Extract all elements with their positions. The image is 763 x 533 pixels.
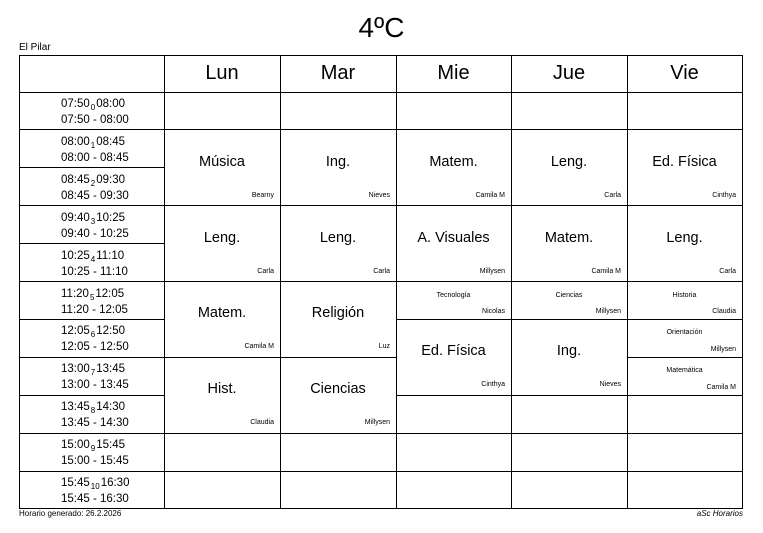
lesson-teacher: Bearny xyxy=(251,191,274,199)
period-range-label: 08:00 - 08:45 xyxy=(61,151,129,164)
period-start: 08:00 xyxy=(61,135,90,148)
cell-divider xyxy=(280,433,396,434)
cell-divider xyxy=(396,281,511,282)
period-range-label: 09:40 - 10:25 xyxy=(61,227,129,240)
cell-divider xyxy=(280,471,396,472)
cell-divider xyxy=(396,433,511,434)
period-range-label: 10:25 - 11:10 xyxy=(61,265,128,278)
period-end: 13:45 xyxy=(96,363,126,376)
cell-divider xyxy=(164,205,280,206)
cell-divider xyxy=(280,357,396,358)
time-row-divider xyxy=(19,395,164,396)
lesson-teacher: Claudia xyxy=(712,308,736,316)
day-header-jue: Jue xyxy=(552,62,586,84)
period-number: 10 xyxy=(90,482,100,491)
header-bottom-line xyxy=(19,92,742,93)
lesson-teacher: Nieves xyxy=(368,191,390,199)
cell-divider xyxy=(280,281,396,282)
grid-bottom-border xyxy=(19,508,742,509)
cell-divider xyxy=(627,319,742,320)
period-number: 8 xyxy=(90,406,96,416)
day-header-mie: Mie xyxy=(437,62,470,84)
period-end: 12:05 xyxy=(95,287,125,300)
lesson-teacher: Cinthya xyxy=(712,191,736,199)
cell-divider xyxy=(280,129,396,130)
period-number: 5 xyxy=(89,292,95,302)
period-range-label: 11:20 - 12:05 xyxy=(61,303,128,316)
cell-divider xyxy=(396,205,511,206)
period-time-range xyxy=(61,325,125,339)
period-time-range xyxy=(61,250,124,264)
period-start: 08:45 xyxy=(61,173,90,186)
cell-divider xyxy=(627,471,742,472)
grid-top-border xyxy=(19,55,742,56)
time-row-divider xyxy=(19,129,164,130)
cell-divider xyxy=(396,319,511,320)
timetable-title: 4ºC xyxy=(358,12,405,43)
lesson-subject: Hist. xyxy=(207,381,237,398)
lesson-subject: Matem. xyxy=(197,305,247,322)
lesson-teacher: Millysen xyxy=(710,346,736,354)
period-number: 2 xyxy=(90,178,96,188)
lesson-subject: Leng. xyxy=(666,229,703,246)
lesson-subject: Leng. xyxy=(319,229,357,246)
lesson-teacher: Nieves xyxy=(599,381,621,389)
period-range-label: 07:50 - 08:00 xyxy=(61,114,129,126)
period-number: 0 xyxy=(90,103,96,112)
time-row-divider xyxy=(19,243,164,244)
lesson-subject: Leng. xyxy=(550,153,588,170)
lesson-teacher: Carla xyxy=(373,267,390,275)
lesson-teacher: Cinthya xyxy=(481,381,505,389)
cell-divider xyxy=(511,395,627,396)
cell-divider xyxy=(627,395,742,396)
lesson-teacher: Luz xyxy=(378,343,390,351)
time-row-divider xyxy=(19,471,164,472)
period-end: 12:50 xyxy=(96,325,126,338)
lesson-teacher: Carla xyxy=(604,191,621,199)
lesson-subject: Religión xyxy=(311,305,365,322)
cell-divider xyxy=(511,129,627,130)
lesson-teacher: Millysen xyxy=(595,308,621,316)
period-time-range xyxy=(61,401,125,415)
day-header-mar: Mar xyxy=(320,62,356,84)
period-start: 15:45 xyxy=(61,477,90,489)
lesson-subject: Ing. xyxy=(325,153,351,170)
lesson-subject: Música xyxy=(199,153,245,170)
period-start: 15:00 xyxy=(61,439,90,452)
lesson-subject: Orientación xyxy=(666,329,703,337)
time-row-divider xyxy=(19,281,164,282)
cell-divider xyxy=(164,433,280,434)
cell-divider xyxy=(627,129,742,130)
lesson-subject: Leng. xyxy=(203,229,241,246)
period-time-range xyxy=(61,477,129,491)
lesson-subject: Matemática xyxy=(666,367,703,375)
period-number: 9 xyxy=(90,444,96,454)
lesson-subject: Tecnología xyxy=(436,291,471,299)
lesson-teacher: Carla xyxy=(257,267,274,275)
period-start: 13:45 xyxy=(61,401,90,414)
lesson-teacher: Camila M xyxy=(475,191,505,199)
lesson-teacher: Millysen xyxy=(479,267,505,275)
lesson-subject: Ciencias xyxy=(310,381,366,398)
lesson-subject: Ed. Física xyxy=(421,343,486,360)
period-start: 07:50 xyxy=(61,98,90,110)
period-time-range xyxy=(61,363,125,377)
lesson-teacher: Nicolas xyxy=(482,308,505,316)
period-number: 3 xyxy=(90,216,96,226)
lesson-subject: Ing. xyxy=(556,343,582,360)
cell-divider xyxy=(627,205,742,206)
period-end: 16:30 xyxy=(100,477,130,489)
cell-divider xyxy=(396,471,511,472)
cell-divider xyxy=(627,281,742,282)
time-row-divider xyxy=(19,205,164,206)
period-time-range xyxy=(61,174,125,188)
cell-divider xyxy=(511,319,627,320)
period-end: 15:45 xyxy=(96,439,126,452)
period-range-label: 15:00 - 15:45 xyxy=(61,455,129,468)
cell-divider xyxy=(164,281,280,282)
period-start: 13:00 xyxy=(61,363,90,376)
period-end: 14:30 xyxy=(96,401,126,414)
lesson-subject: A. Visuales xyxy=(417,229,490,246)
period-number: 6 xyxy=(90,330,96,340)
time-row-divider xyxy=(19,167,164,168)
cell-divider xyxy=(627,433,742,434)
period-start: 09:40 xyxy=(61,211,90,224)
lesson-subject: Ed. Física xyxy=(652,153,717,170)
period-time-range xyxy=(61,439,125,453)
period-number: 1 xyxy=(90,140,96,150)
cell-divider xyxy=(511,433,627,434)
period-time-range xyxy=(61,288,124,302)
lesson-teacher: Claudia xyxy=(250,419,274,427)
lesson-subject: Ciencias xyxy=(555,291,583,299)
period-start: 11:20 xyxy=(61,287,89,300)
period-range-label: 15:45 - 16:30 xyxy=(61,493,129,505)
day-header-vie: Vie xyxy=(670,62,699,84)
cell-divider xyxy=(280,205,396,206)
period-number: 7 xyxy=(90,368,96,378)
period-end: 08:45 xyxy=(96,135,126,148)
time-row-divider xyxy=(19,433,164,434)
period-end: 09:30 xyxy=(96,173,126,186)
period-time-range xyxy=(61,136,125,150)
period-start: 12:05 xyxy=(61,325,90,338)
period-range-label: 08:45 - 09:30 xyxy=(61,189,129,202)
generated-date: Horario generado: 26.2.2026 xyxy=(19,509,122,518)
period-end: 10:25 xyxy=(96,211,126,224)
cell-divider xyxy=(164,471,280,472)
cell-divider xyxy=(396,129,511,130)
period-time-range xyxy=(61,98,125,112)
cell-divider xyxy=(511,281,627,282)
period-start: 10:25 xyxy=(61,249,90,262)
software-credit: aSc Horarios xyxy=(696,509,743,518)
period-range-label: 12:05 - 12:50 xyxy=(61,341,129,354)
lesson-subject: Matem. xyxy=(429,153,478,170)
day-header-lun: Lun xyxy=(205,62,239,84)
lesson-subject: Historia xyxy=(672,291,697,299)
cell-divider xyxy=(396,395,511,396)
lesson-teacher: Camila M xyxy=(591,267,621,275)
period-end: 11:10 xyxy=(96,249,125,262)
lesson-teacher: Camila M xyxy=(706,384,736,392)
lesson-teacher: Millysen xyxy=(364,419,390,427)
lesson-teacher: Camila M xyxy=(244,343,274,351)
cell-divider xyxy=(627,357,742,358)
time-row-divider xyxy=(19,357,164,358)
lesson-teacher: Carla xyxy=(719,267,736,275)
period-end: 08:00 xyxy=(96,98,126,110)
period-range-label: 13:45 - 14:30 xyxy=(61,417,129,430)
period-time-range xyxy=(61,212,125,226)
period-range-label: 13:00 - 13:45 xyxy=(61,379,129,392)
cell-divider xyxy=(511,205,627,206)
school-name: El Pilar xyxy=(19,42,51,53)
lesson-subject: Matem. xyxy=(544,229,594,246)
time-row-divider xyxy=(19,319,164,320)
cell-divider xyxy=(164,357,280,358)
cell-divider xyxy=(511,471,627,472)
cell-divider xyxy=(164,129,280,130)
period-number: 4 xyxy=(90,254,96,264)
